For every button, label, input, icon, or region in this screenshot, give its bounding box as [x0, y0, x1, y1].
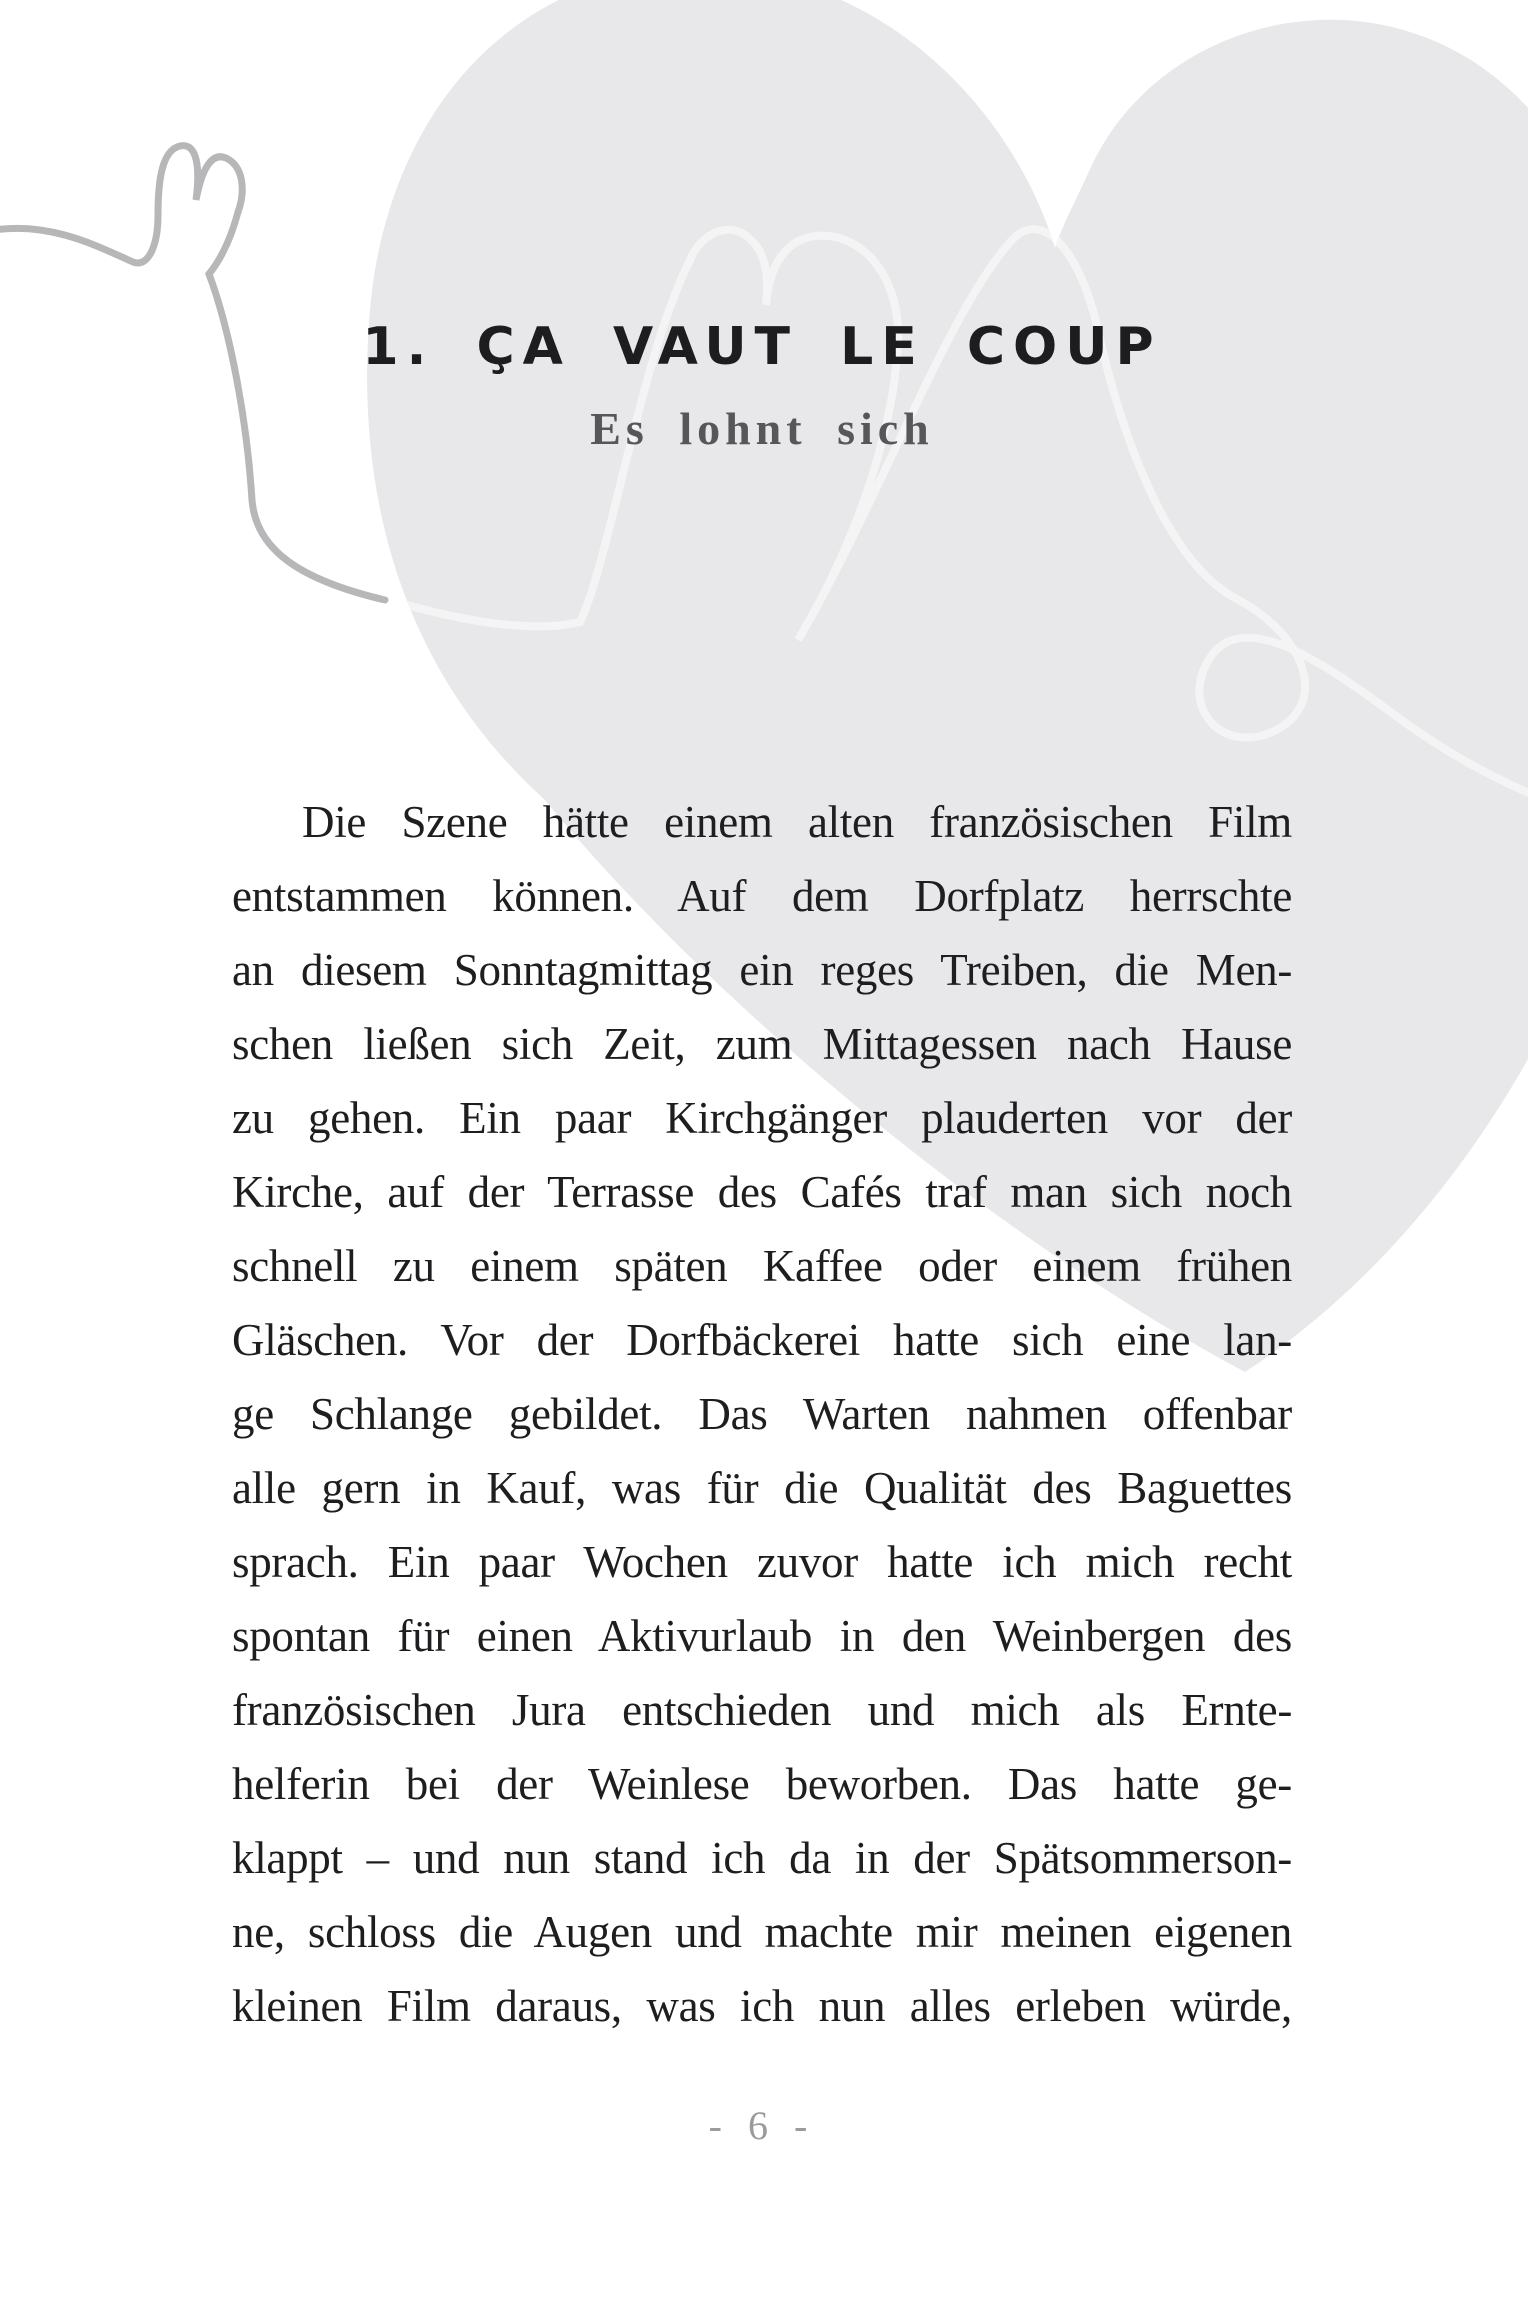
paragraph-line: ge Schlange gebildet. Das Warten nahmen offenbar	[232, 1389, 1292, 1439]
paragraph-line: zu gehen. Ein paar Kirchgänger plauderten vor der	[232, 1093, 1292, 1143]
paragraph-line: Kirche, auf der Terrasse des Cafés traf man sich noch	[232, 1167, 1292, 1217]
paragraph-line: schen ließen sich Zeit, zum Mittagessen nach Hause	[232, 1019, 1292, 1069]
paragraph-line: klappt – und nun stand ich da in der Spätsommerson-	[232, 1833, 1292, 1883]
paragraph-line: ne, schloss die Augen und machte mir meinen eigenen	[232, 1907, 1292, 1957]
paragraph-line: entstammen können. Auf dem Dorfplatz herrschte	[232, 871, 1292, 921]
paragraph-line: alle gern in Kauf, was für die Qualität des Baguettes	[232, 1463, 1292, 1513]
paragraph-line: spontan für einen Aktivurlaub in den Weinbergen des	[232, 1611, 1292, 1661]
paragraph-line: sprach. Ein paar Wochen zuvor hatte ich mich recht	[232, 1537, 1292, 1587]
page-number: - 6 -	[708, 2103, 816, 2148]
paragraph-line: an diesem Sonntagmittag ein reges Treiben, die Men-	[232, 945, 1292, 995]
paragraph-line: schnell zu einem späten Kaffee oder einem frühen	[232, 1241, 1292, 1291]
paragraph-line: Die Szene hätte einem alten französischen Film	[302, 797, 1292, 847]
paragraph-line: Gläschen. Vor der Dorfbäckerei hatte sich eine lan-	[232, 1315, 1292, 1365]
body-paragraph	[232, 785, 1292, 2043]
paragraph-line: kleinen Film daraus, was ich nun alles erleben würde,	[232, 1981, 1292, 2031]
chapter-title: 1. ÇA VAUT LE COUP	[362, 317, 1162, 377]
paragraph-line: helferin bei der Weinlese beworben. Das hatte ge-	[232, 1759, 1292, 1809]
chapter-subtitle: Es lohnt sich	[590, 403, 934, 454]
paragraph-line: französischen Jura entschieden und mich als Ernte-	[232, 1685, 1292, 1735]
